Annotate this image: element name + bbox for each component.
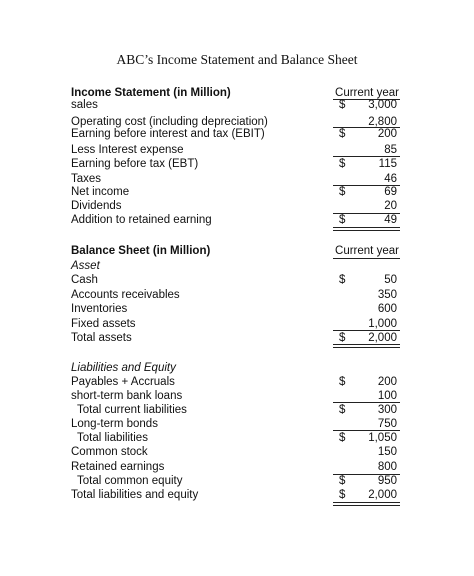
row-label: short-term bank loans (71, 390, 183, 402)
dollar-sign: $ (339, 214, 346, 226)
row-label: sales (71, 99, 98, 111)
row-value: 300 (377, 404, 397, 416)
dollar-sign: $ (339, 186, 346, 198)
row-label: Total liabilities and equity (71, 489, 199, 501)
row-value: 950 (377, 475, 397, 487)
row-value: 1,000 (368, 318, 397, 330)
dollar-sign: $ (339, 274, 346, 286)
table-row (71, 474, 401, 488)
table-row (71, 172, 401, 186)
table-row (71, 302, 401, 316)
row-label: Fixed assets (71, 318, 136, 330)
table-row (71, 317, 401, 331)
row-label: Total current liabilities (77, 404, 187, 416)
row-value: 1,050 (368, 432, 397, 444)
row-value: 85 (384, 144, 397, 156)
row-label: Retained earnings (71, 461, 165, 473)
asset-subheading: Asset (71, 260, 100, 272)
table-row (71, 127, 401, 141)
row-value: 2,000 (368, 489, 397, 501)
row-label: Common stock (71, 446, 148, 458)
row-label: Earning before tax (EBT) (71, 158, 199, 170)
table-row (71, 460, 401, 474)
row-label: Operating cost (including depreciation) (71, 116, 268, 128)
document-title: ABC’s Income Statement and Balance Sheet (116, 52, 358, 67)
table-row (71, 389, 401, 403)
dollar-sign: $ (339, 489, 346, 501)
table-row (71, 331, 401, 345)
balance-column-header: Current year (335, 245, 399, 257)
table-row (71, 288, 401, 302)
row-label: Net income (71, 186, 130, 198)
row-value: 100 (377, 390, 397, 402)
table-row (71, 445, 401, 459)
row-label: Long-term bonds (71, 418, 158, 430)
asset-subheading-row (71, 259, 401, 273)
row-value: 200 (377, 376, 397, 388)
table-row (71, 185, 401, 199)
liab-subheading-row (71, 361, 401, 375)
table-row (71, 213, 401, 227)
row-label: Total common equity (77, 475, 183, 487)
row-label: Total assets (71, 332, 132, 344)
row-label: Total liabilities (77, 432, 148, 444)
dollar-sign: $ (339, 99, 346, 111)
table-row (71, 143, 401, 157)
table-row (71, 375, 401, 389)
balance-heading: Balance Sheet (in Million) (71, 245, 211, 257)
liab-subheading: Liabilities and Equity (71, 362, 176, 374)
balance-header-row (71, 244, 401, 258)
dollar-sign: $ (339, 475, 346, 487)
table-row (71, 98, 401, 112)
table-row (71, 403, 401, 417)
row-value: 800 (377, 461, 397, 473)
row-value: 350 (377, 289, 397, 301)
dollar-sign: $ (339, 432, 346, 444)
income-heading: Income Statement (in Million) (71, 87, 231, 99)
row-label: Payables + Accruals (71, 376, 175, 388)
total-double-underline (333, 344, 400, 348)
table-row (71, 157, 401, 171)
table-row (71, 431, 401, 445)
row-label: Less Interest expense (71, 144, 184, 156)
row-label: Taxes (71, 173, 102, 185)
row-value: 46 (384, 173, 397, 185)
row-label: Earning before interest and tax (EBIT) (71, 128, 265, 140)
dollar-sign: $ (339, 128, 346, 140)
row-label: Accounts receivables (71, 289, 180, 301)
row-value: 600 (377, 303, 397, 315)
total-double-underline (333, 502, 400, 506)
table-row (71, 199, 401, 213)
row-label: Inventories (71, 303, 128, 315)
dollar-sign: $ (339, 376, 346, 388)
row-value: 150 (377, 446, 397, 458)
row-value: 750 (377, 418, 397, 430)
row-value: 2,000 (368, 332, 397, 344)
row-value: 115 (378, 158, 397, 170)
row-value: 3,000 (368, 99, 397, 111)
row-value: 2,800 (368, 116, 397, 128)
row-label: Cash (71, 274, 98, 286)
total-double-underline (333, 227, 400, 231)
table-row (71, 417, 401, 431)
dollar-sign: $ (339, 332, 346, 344)
row-label: Dividends (71, 200, 122, 212)
table-row (71, 273, 401, 287)
dollar-sign: $ (339, 158, 346, 170)
row-value: 49 (384, 214, 397, 226)
row-value: 50 (384, 274, 397, 286)
income-column-header: Current year (335, 87, 399, 99)
table-row (71, 488, 401, 502)
dollar-sign: $ (339, 404, 346, 416)
row-label: Addition to retained earning (71, 214, 212, 226)
row-value: 69 (384, 186, 397, 198)
row-value: 200 (377, 128, 397, 140)
row-value: 20 (384, 200, 397, 212)
